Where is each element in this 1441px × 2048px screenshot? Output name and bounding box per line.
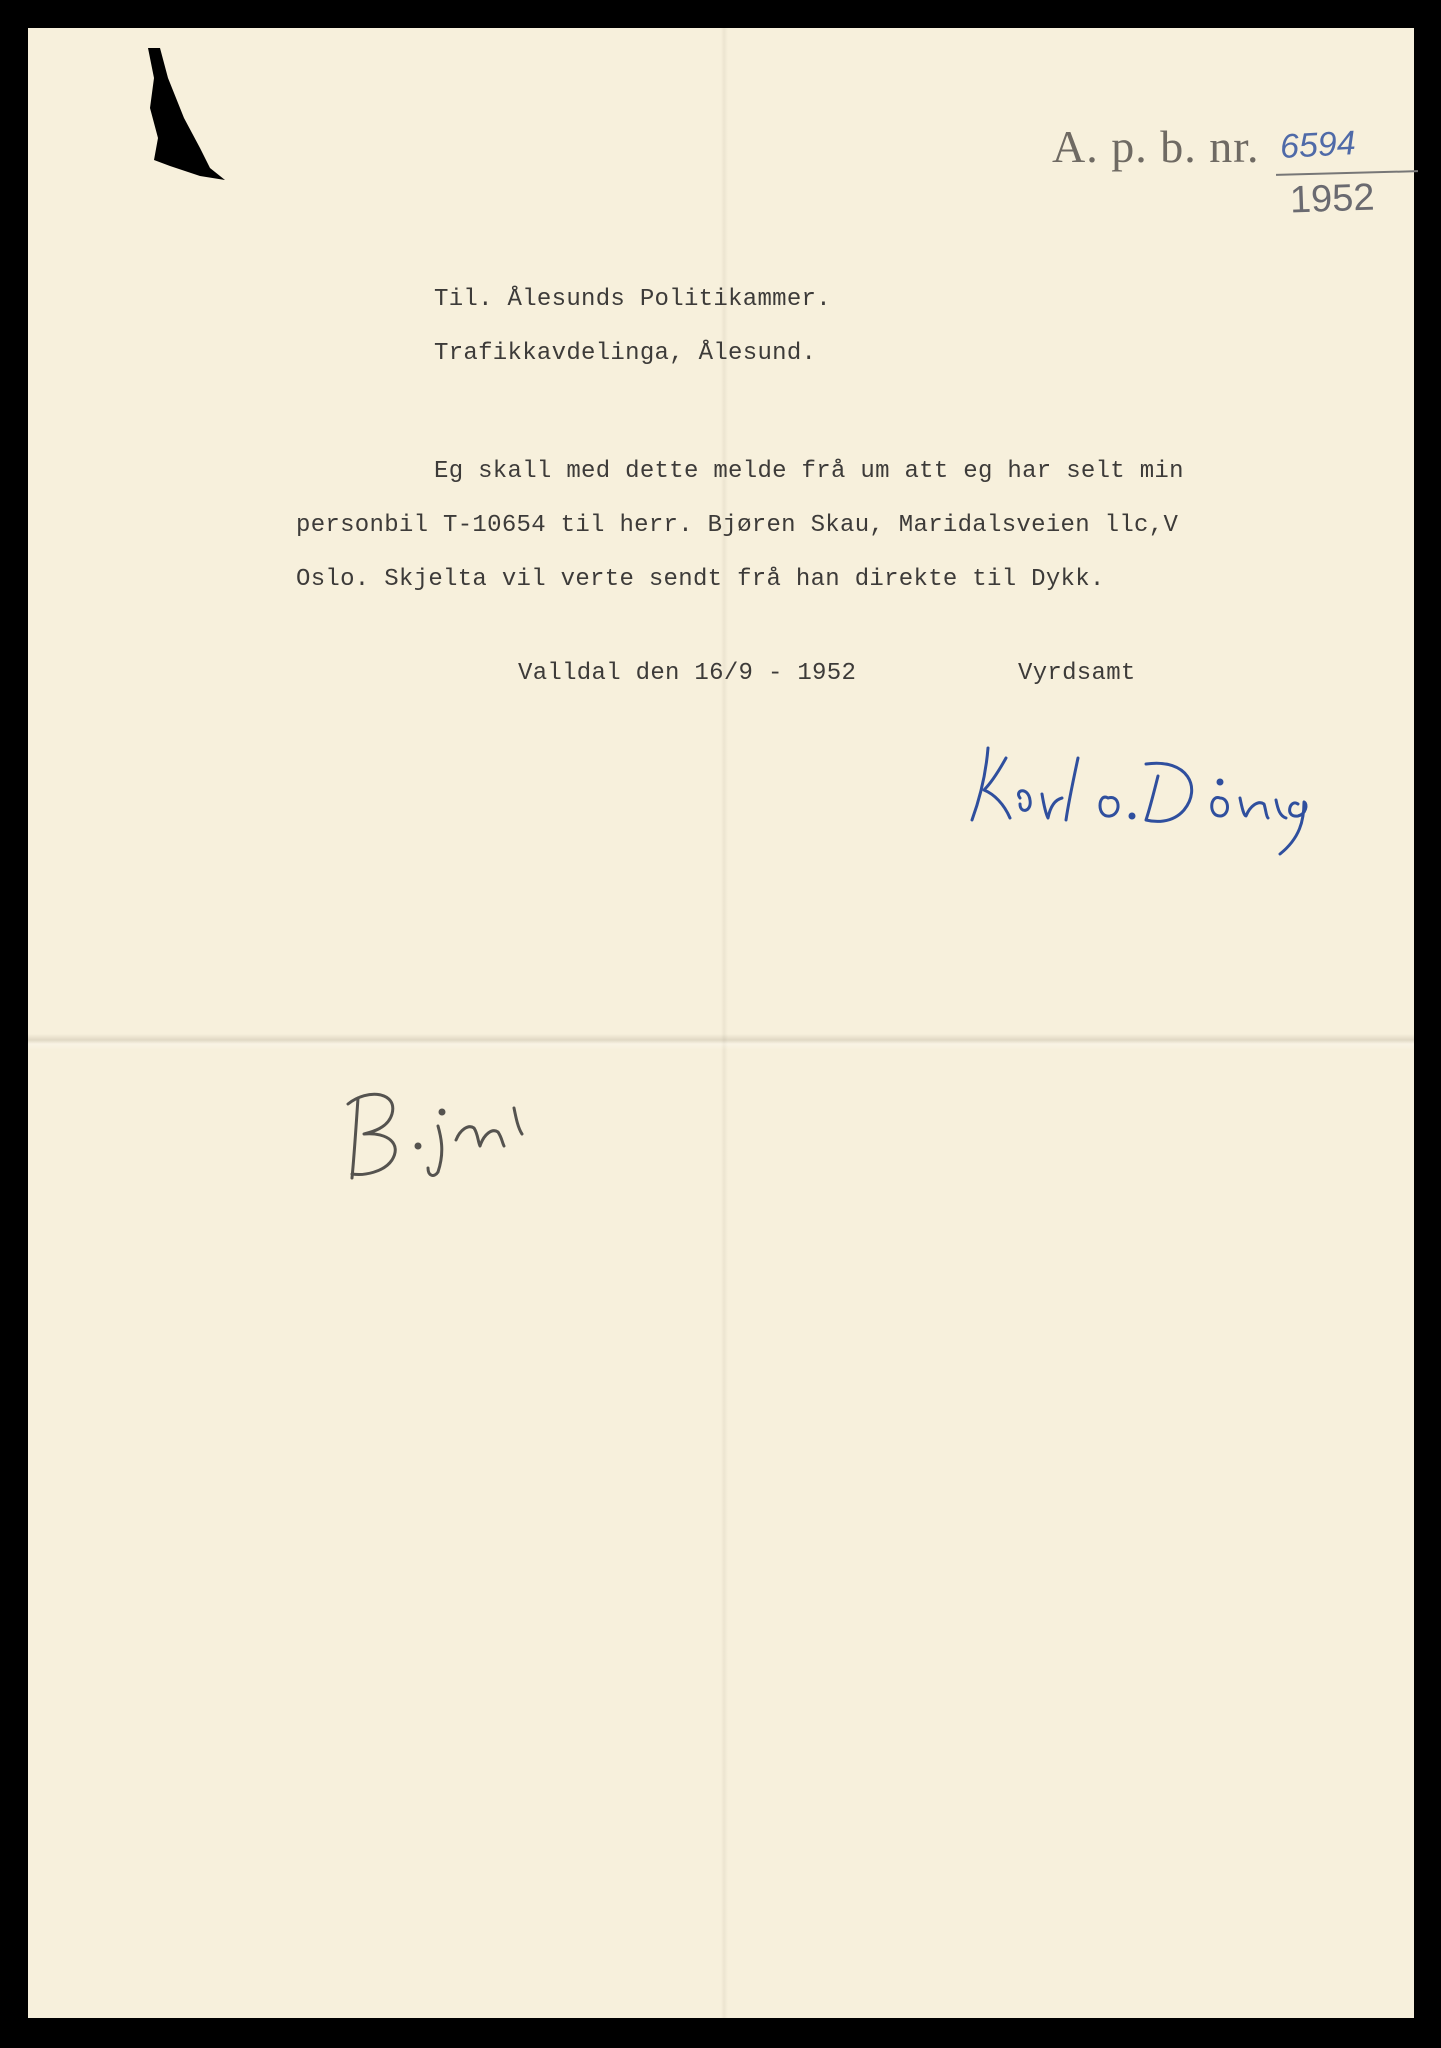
- recipient-line-2: Trafikkavdelinga, Ålesund.: [434, 340, 817, 367]
- archive-stamp-number: 6594: [1279, 124, 1357, 166]
- body-line-3: Oslo. Skjelta vil verte sendt frå han direkte til Dykk.: [296, 566, 1105, 593]
- closing-place-date: Valldal den 16/9 - 1952: [518, 660, 857, 687]
- recipient-line-1: Til. Ålesunds Politikammer.: [434, 286, 831, 313]
- closing-salutation: Vyrdsamt: [1018, 660, 1136, 687]
- torn-corner-mark: [140, 48, 230, 198]
- pencil-annotation: [338, 1048, 538, 1188]
- archive-stamp-rule: [1276, 170, 1418, 176]
- document-page: [28, 28, 1414, 2018]
- archive-stamp-year: 1952: [1289, 176, 1376, 222]
- body-line-2: personbil T-10654 til herr. Bjøren Skau, Maridalsveien llc,V: [296, 512, 1179, 539]
- archive-stamp-label: A. p. b. nr.: [1052, 121, 1260, 172]
- signature: [958, 728, 1338, 858]
- body-line-1: Eg skall med dette melde frå um att eg har selt min: [434, 458, 1184, 485]
